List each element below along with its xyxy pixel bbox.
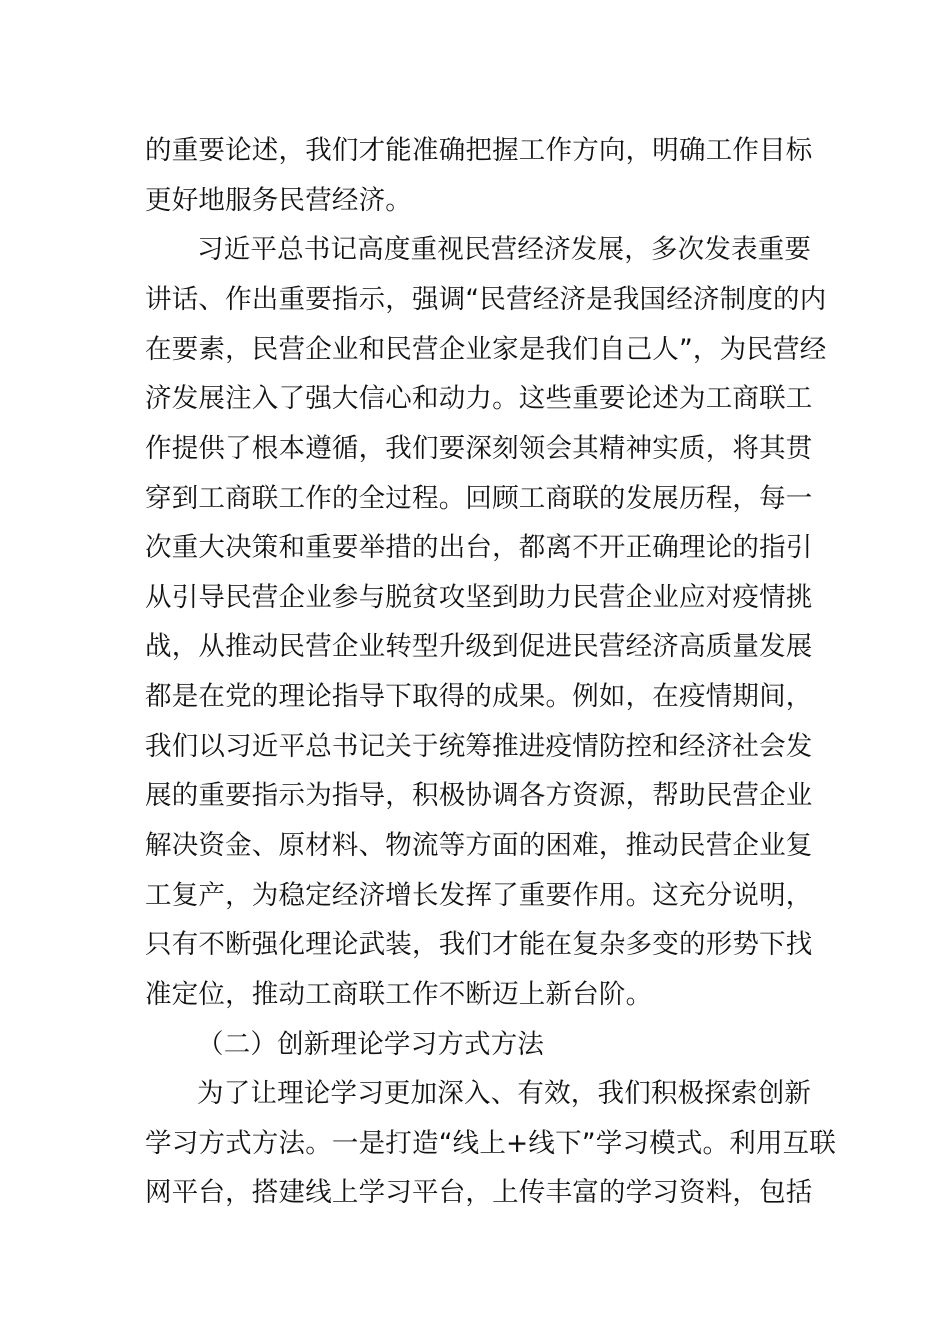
- text-line: 都是在党的理论指导下取得的成果。例如，在疫情期间，: [145, 681, 813, 712]
- text-line: 从引导民营企业参与脱贫攻坚到助力民营企业应对疫情挑: [145, 582, 813, 613]
- text-line: 穿到工商联工作的全过程。回顾工商联的发展历程，每一: [145, 483, 813, 514]
- text-line: 次重大决策和重要举措的出台，都离不开正确理论的指引: [145, 532, 813, 563]
- text-line: 济发展注入了强大信心和动力。这些重要论述为工商联工: [145, 383, 813, 414]
- text-line: 解决资金、原材料、物流等方面的困难，推动民营企业复: [145, 830, 813, 861]
- text-line: 更好地服务民营经济。: [145, 185, 412, 216]
- text-line: 准定位，推动工商联工作不断迈上新台阶。: [145, 979, 653, 1010]
- text-line: 战，从推动民营企业转型升级到促进民营经济高质量发展: [145, 631, 813, 662]
- text-line: 作提供了根本遵循，我们要深刻领会其精神实质，将其贯: [145, 433, 813, 464]
- text-line: 为了让理论学习更加深入、有效，我们积极探索创新: [197, 1078, 812, 1109]
- section-heading: （二）创新理论学习方式方法: [197, 1029, 545, 1060]
- text-line: 展的重要指示为指导，积极协调各方资源，帮助民营企业: [145, 780, 813, 811]
- text-line: 学习方式方法。一是打造“线上+线下”学习模式。利用互联: [145, 1128, 837, 1159]
- text-line: 工复产，为稳定经济增长发挥了重要作用。这充分说明，: [145, 880, 813, 911]
- text-line: 只有不断强化理论武装，我们才能在复杂多变的形势下找: [145, 929, 813, 960]
- text-line: 我们以习近平总书记关于统筹推进疫情防控和经济社会发: [145, 731, 813, 762]
- text-line: 习近平总书记高度重视民营经济发展，多次发表重要: [197, 234, 812, 265]
- text-line: 讲话、作出重要指示，强调“民营经济是我国经济制度的内: [145, 284, 827, 315]
- text-line: 的重要论述，我们才能准确把握工作方向，明确工作目标: [145, 135, 813, 166]
- text-line: 在要素，民营企业和民营企业家是我们自己人”，为民营经: [145, 334, 827, 365]
- text-line: 网平台，搭建线上学习平台，上传丰富的学习资料，包括: [145, 1177, 813, 1208]
